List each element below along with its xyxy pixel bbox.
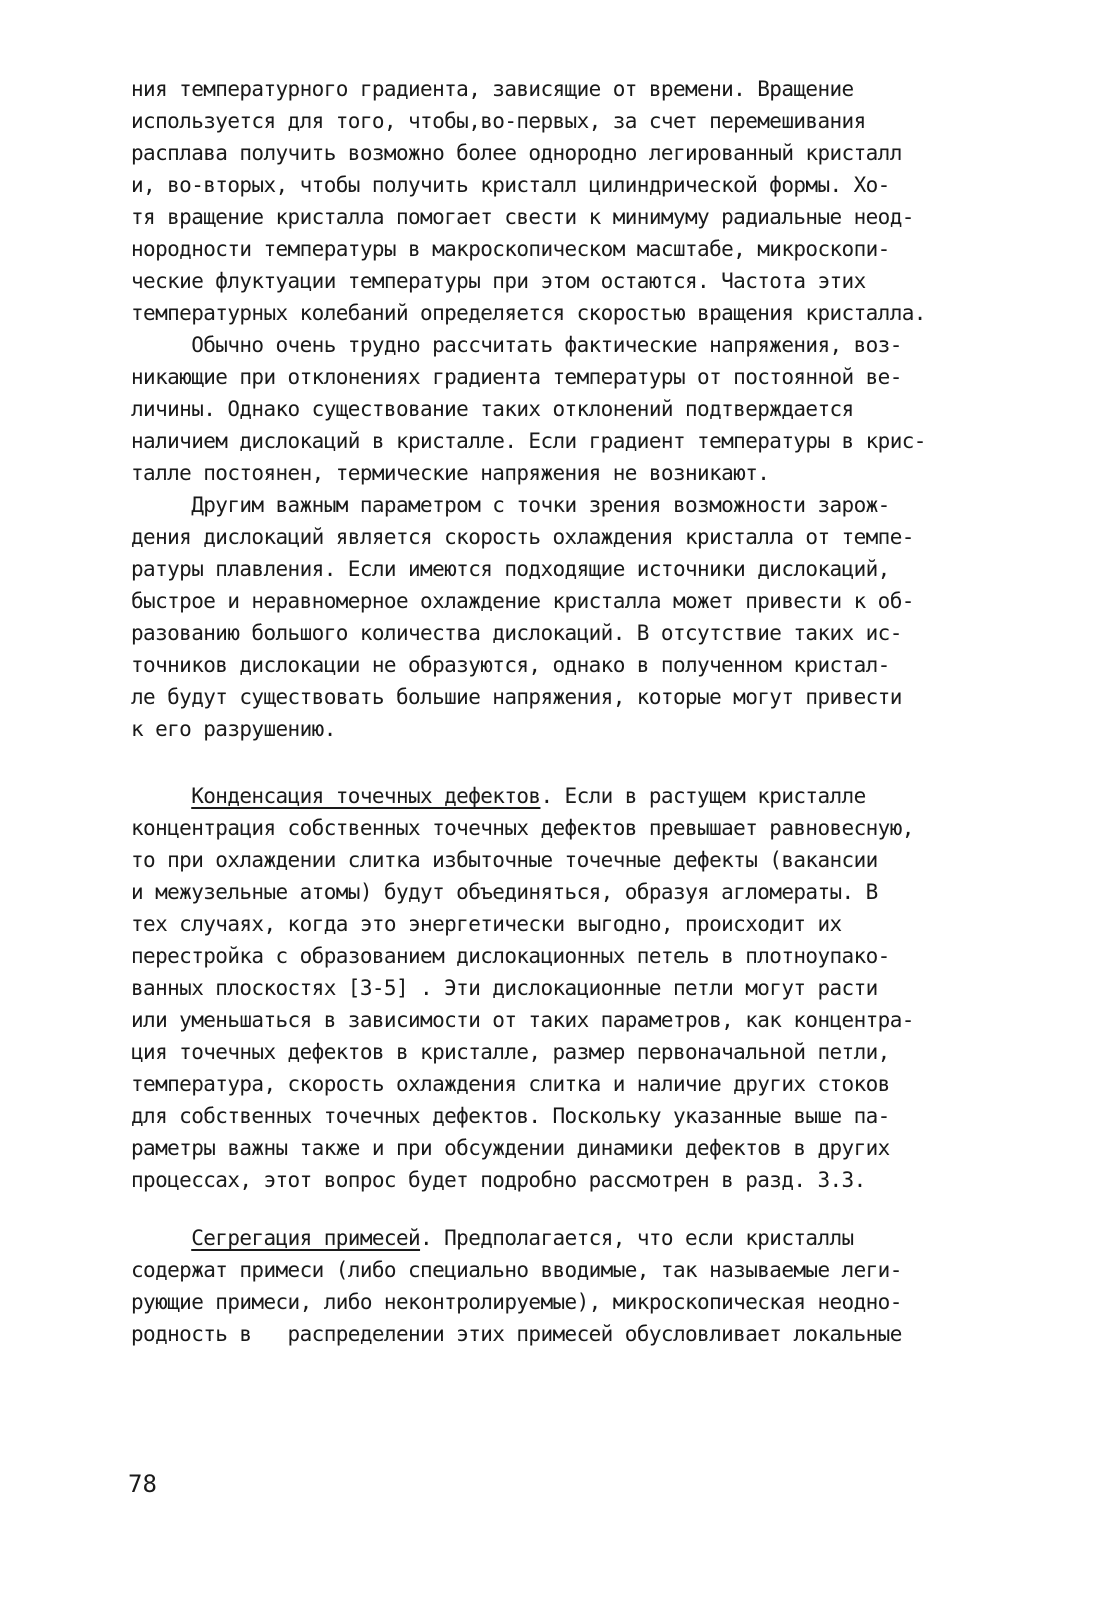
section-heading-line	[131, 1222, 971, 1254]
text-line: и, во-вторых, чтобы получить кристалл цилиндрической формы. Хо-	[131, 173, 890, 197]
text-line: дения дислокаций является скорость охлаждения кристалла от темпе-	[131, 525, 914, 549]
text-line: перестройка с образованием дислокационных петель в плотноупако-	[131, 944, 890, 968]
section-heading-point-defects: Конденсация точечных дефектов	[191, 784, 541, 808]
text-line: концентрация собственных точечных дефектов превышает равновесную,	[131, 816, 914, 840]
text-line: ванных плоскостях [3-5] . Эти дислокационные петли могут расти	[131, 976, 878, 1000]
text-line: ле будут существовать большие напряжения, которые могут привести	[131, 685, 902, 709]
text-line: Обычно очень трудно рассчитать фактические напряжения, воз-	[131, 333, 902, 357]
text-line: используется для того, чтобы,во-первых, за счет перемешивания	[131, 109, 866, 133]
heading-continuation: . Если в растущем кристалле	[540, 784, 866, 808]
text-line: тех случаях, когда это энергетически выгодно, происходит их	[131, 912, 842, 936]
paragraph-group-temperature	[131, 73, 971, 745]
heading-indent	[131, 1226, 191, 1250]
text-line: нородности температуры в макроскопическом масштабе, микроскопи-	[131, 237, 890, 261]
text-line: никающие при отклонениях градиента температуры от постоянной ве-	[131, 365, 902, 389]
text-line: или уменьшаться в зависимости от таких параметров, как концентра-	[131, 1008, 914, 1032]
text-line: температурных колебаний определяется скоростью вращения кристалла.	[131, 301, 926, 325]
text-line: родность в распределении этих примесей обусловливает локальные	[131, 1322, 902, 1346]
text-line: наличием дислокаций в кристалле. Если градиент температуры в крис-	[131, 429, 926, 453]
text-line: для собственных точечных дефектов. Поскольку указанные выше па-	[131, 1104, 890, 1128]
text-line: процессах, этот вопрос будет подробно рассмотрен в разд. 3.3.	[131, 1168, 866, 1192]
text-line: к его разрушению.	[131, 717, 336, 741]
heading-continuation: . Предполагается, что если кристаллы	[420, 1226, 854, 1250]
section-heading-line	[131, 780, 971, 812]
text-line: личины. Однако существование таких отклонений подтверждается	[131, 397, 854, 421]
text-line: рующие примеси, либо неконтролируемые), микроскопическая неодно-	[131, 1290, 902, 1314]
page-number: 78	[128, 1470, 157, 1498]
text-line: тя вращение кристалла помогает свести к минимуму радиальные неод-	[131, 205, 914, 229]
text-line: содержат примеси (либо специально вводимые, так называемые леги-	[131, 1258, 902, 1282]
text-line: ческие флуктуации температуры при этом остаются. Частота этих	[131, 269, 866, 293]
text-line: талле постоянен, термические напряжения не возникают.	[131, 461, 770, 485]
text-line: температура, скорость охлаждения слитка и наличие других стоков	[131, 1072, 890, 1096]
text-line: и межузельные атомы) будут объединяться, образуя агломераты. В	[131, 880, 878, 904]
section-heading-impurity-segregation: Сегрегация примесей	[191, 1226, 421, 1250]
text-line: Другим важным параметром с точки зрения возможности зарож-	[131, 493, 890, 517]
text-line: быстрое и неравномерное охлаждение кристалла может привести к об-	[131, 589, 914, 613]
text-line: ния температурного градиента, зависящие от времени. Вращение	[131, 77, 854, 101]
text-line: ратуры плавления. Если имеются подходящие источники дислокаций,	[131, 557, 890, 581]
section-point-defects	[131, 780, 971, 1196]
text-line: точников дислокации не образуются, однако в полученном кристал-	[131, 653, 890, 677]
text-line: разованию большого количества дислокаций. В отсутствие таких ис-	[131, 621, 902, 645]
section-impurity-segregation	[131, 1222, 971, 1350]
heading-indent	[131, 784, 191, 808]
text-line: раметры важны также и при обсуждении динамики дефектов в других	[131, 1136, 890, 1160]
text-line: то при охлаждении слитка избыточные точечные дефекты (вакансии	[131, 848, 878, 872]
text-line: расплава получить возможно более однородно легированный кристалл	[131, 141, 902, 165]
text-line: ция точечных дефектов в кристалле, размер первоначальной петли,	[131, 1040, 890, 1064]
